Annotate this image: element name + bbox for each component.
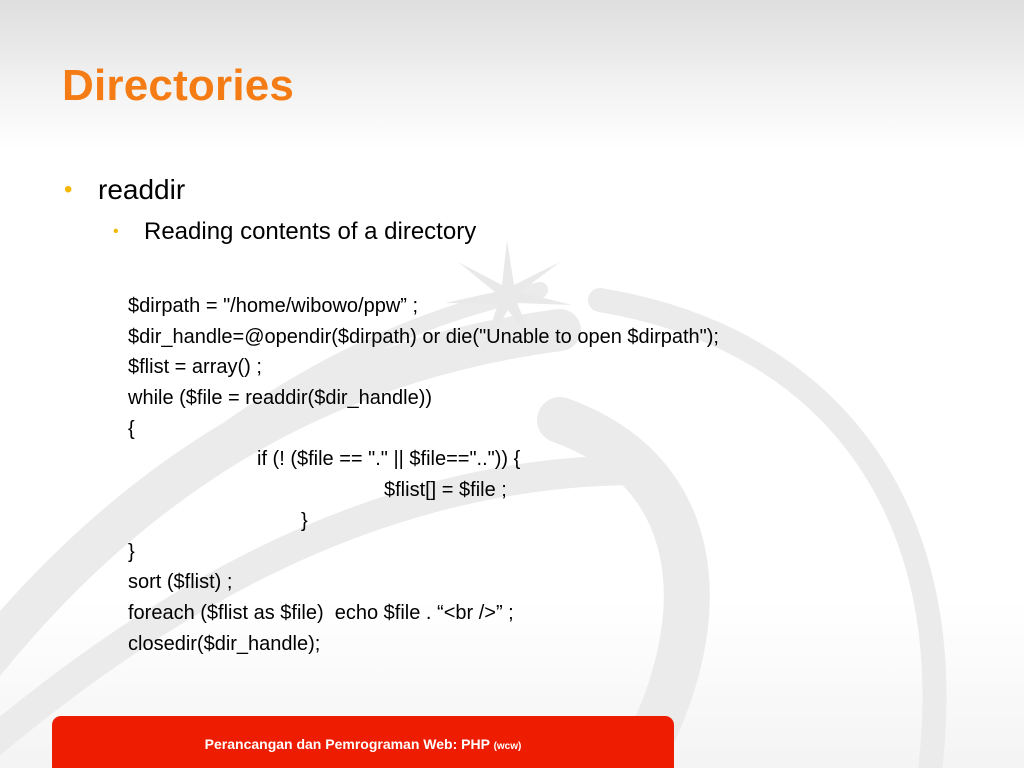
footer-bar [52, 716, 674, 768]
bullet-readdir [64, 172, 185, 208]
slide-title: Directories [62, 61, 295, 110]
code-line: } [301, 509, 308, 532]
sub-bullet-reading-contents [113, 216, 476, 248]
code-line: if (! ($file == "." || $file=="..")) { [257, 448, 521, 471]
footer-text [52, 736, 674, 752]
code-line: closedir($dir_handle); [128, 632, 321, 655]
code-line: $dirpath = "/home/wibowo/ppw” ; [128, 295, 419, 317]
code-line: $flist = array() ; [128, 356, 262, 379]
code-line: sort ($flist) ; [128, 571, 233, 594]
code-line: } [128, 540, 135, 563]
bullet-dot-icon: • [64, 176, 73, 203]
footer-suffix: (wcw) [493, 741, 522, 752]
code-block [128, 291, 719, 659]
sub-bullet-text: Reading contents of a directory [144, 218, 477, 245]
code-line: $flist[] = $file ; [384, 479, 507, 502]
bullet-text: readdir [98, 174, 186, 205]
code-line: $dir_handle=@opendir($dirpath) or die("Unable to open $dirpath"); [128, 325, 719, 348]
sub-bullet-dot-icon: • [113, 223, 119, 240]
code-line: foreach ($flist as $file) echo $file . “<br />” ; [128, 601, 514, 624]
footer-title: Perancangan dan Pemrograman Web: PHP [204, 736, 490, 752]
code-line: while ($file = readdir($dir_handle)) [128, 387, 433, 410]
code-line: { [128, 417, 135, 440]
